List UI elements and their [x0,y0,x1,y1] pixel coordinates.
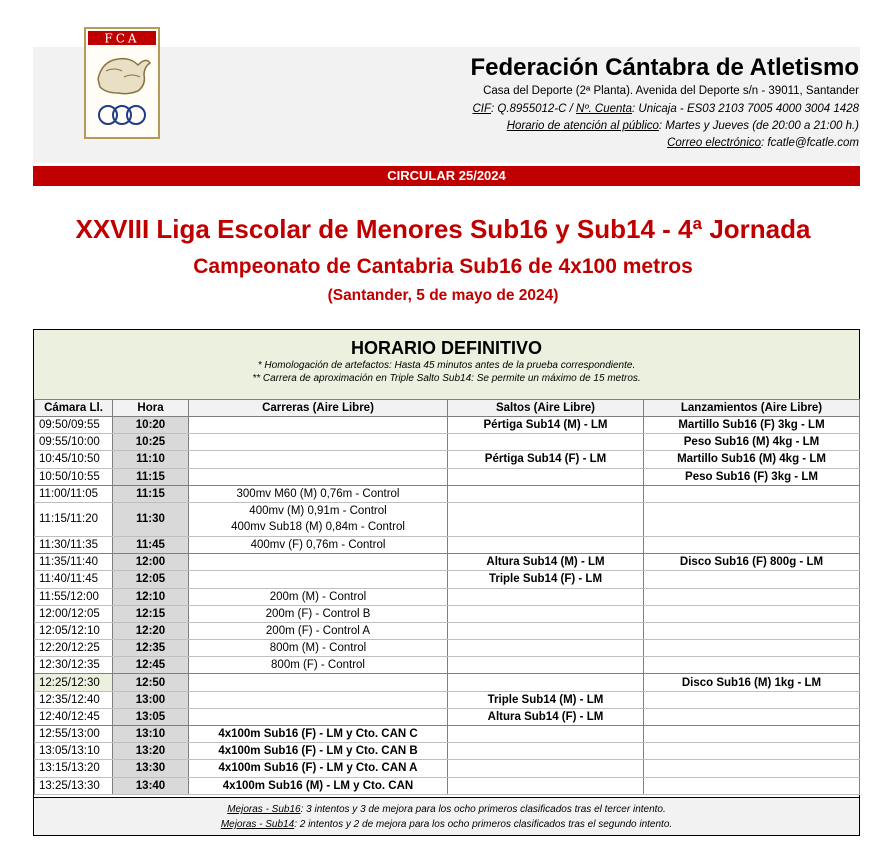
cell-carreras [189,468,448,485]
cell-carreras [189,451,448,468]
cell-saltos [448,726,644,743]
cell-camara: 12:25/12:30 [35,674,113,691]
cell-lanzamientos [644,588,860,605]
cell-lanzamientos [644,571,860,588]
cell-lanzamientos: Disco Sub16 (F) 800g - LM [644,554,860,571]
cell-carreras: 200m (M) - Control [189,588,448,605]
cell-carreras: 4x100m Sub16 (M) - LM y Cto. CAN [189,777,448,794]
cell-lanzamientos: Martillo Sub16 (M) 4kg - LM [644,451,860,468]
cell-camara: 11:00/11:05 [35,485,113,502]
cell-lanzamientos: Peso Sub16 (M) 4kg - LM [644,434,860,451]
foot2-text: : 2 intentos y 2 de mejora para los ocho primeros clasificados tras el segundo intento. [294,819,673,830]
cell-hora: 12:45 [113,657,189,674]
cell-camara: 13:05/13:10 [35,743,113,760]
cell-hora: 11:45 [113,536,189,553]
schedule-note-1: * Homologación de artefactos: Hasta 45 minutos antes de la prueba correspondiente. [257,360,636,371]
cell-hora: 13:10 [113,726,189,743]
cell-hora: 12:00 [113,554,189,571]
cell-camara: 09:55/10:00 [35,434,113,451]
account-label: Nº. Cuenta [576,103,632,115]
cell-lanzamientos [644,536,860,553]
cell-carreras: 800m (M) - Control [189,640,448,657]
cell-carreras [189,434,448,451]
email-label: Correo electrónico [667,137,762,149]
cell-lanzamientos [644,726,860,743]
cell-hora: 11:30 [113,502,189,536]
cell-hora: 13:40 [113,777,189,794]
cell-lanzamientos [644,640,860,657]
foot1-text: : 3 intentos y 3 de mejora para los ocho primeros clasificados tras el tercer intento. [300,804,666,815]
cell-carreras: 800m (F) - Control [189,657,448,674]
cell-camara: 09:50/09:55 [35,417,113,434]
cell-hora: 13:20 [113,743,189,760]
cell-lanzamientos [644,691,860,708]
cell-carreras-line: 400mv (M) 0,91m - Control [249,505,387,518]
cell-carreras [189,571,448,588]
cell-camara: 11:40/11:45 [35,571,113,588]
table-row [35,691,860,708]
cell-hora: 13:00 [113,691,189,708]
cell-carreras: 200m (F) - Control A [189,622,448,639]
table-row [35,554,860,571]
cell-lanzamientos [644,485,860,502]
schedule-title: HORARIO DEFINITIVO [350,338,542,358]
table-row [35,708,860,725]
table-row [35,434,860,451]
hours-label: Horario de atención al público [506,120,659,132]
cell-saltos [448,434,644,451]
cell-saltos [448,502,644,536]
cell-hora: 12:35 [113,640,189,657]
footer-line-sub16 [34,802,859,817]
cell-saltos [448,588,644,605]
circular-number: CIRCULAR 25/2024 [33,166,860,186]
cell-hora: 10:25 [113,434,189,451]
col-hora: Hora [113,400,189,417]
col-lanzamientos: Lanzamientos (Aire Libre) [644,400,860,417]
cell-hora: 10:20 [113,417,189,434]
cell-carreras: 4x100m Sub16 (F) - LM y Cto. CAN C [189,726,448,743]
org-name: Federación Cántabra de Atletismo [470,54,859,81]
cell-carreras [189,417,448,434]
cell-lanzamientos [644,708,860,725]
cell-carreras [189,691,448,708]
cell-hora: 13:05 [113,708,189,725]
cell-hora: 11:10 [113,451,189,468]
cell-saltos [448,605,644,622]
foot2-label: Mejoras - Sub14 [220,819,295,830]
cell-lanzamientos [644,760,860,777]
cell-carreras: 400mv (F) 0,76m - Control [189,536,448,553]
event-place-date: (Santander, 5 de mayo de 2024) [327,287,559,304]
table-row [35,536,860,553]
cell-carreras [189,502,448,536]
col-carreras: Carreras (Aire Libre) [189,400,448,417]
cell-saltos [448,743,644,760]
cell-carreras: 4x100m Sub16 (F) - LM y Cto. CAN B [189,743,448,760]
cell-lanzamientos [644,743,860,760]
table-row [35,502,860,536]
account-value: : Unicaja - ES03 2103 7005 4000 3004 1428 [632,103,859,115]
cell-saltos: Triple Sub14 (M) - LM [448,691,644,708]
cell-lanzamientos [644,622,860,639]
table-row [35,640,860,657]
email-value[interactable]: : fcatle@fcatle.com [761,137,859,149]
cell-carreras [189,708,448,725]
cell-carreras: 200m (F) - Control B [189,605,448,622]
cell-camara: 12:20/12:25 [35,640,113,657]
cell-camara: 13:15/13:20 [35,760,113,777]
table-row [35,743,860,760]
table-row [35,674,860,691]
org-address: Casa del Deporte (2ª Planta). Avenida del Deporte s/n - 39011, Santander [483,85,859,97]
cell-saltos [448,468,644,485]
table-header-row [35,400,860,417]
cell-saltos: Altura Sub14 (F) - LM [448,708,644,725]
cell-lanzamientos: Peso Sub16 (F) 3kg - LM [644,468,860,485]
schedule-body [35,417,860,795]
cell-saltos [448,657,644,674]
schedule-box [33,329,860,836]
cell-camara: 11:15/11:20 [35,502,113,536]
table-row [35,571,860,588]
schedule-table [34,399,860,795]
cell-camara: 12:55/13:00 [35,726,113,743]
col-saltos: Saltos (Aire Libre) [448,400,644,417]
cell-camara: 12:40/12:45 [35,708,113,725]
hours-value: : Martes y Jueves (de 20:00 a 21:00 h.) [658,120,859,132]
cell-camara: 11:55/12:00 [35,588,113,605]
cell-lanzamientos [644,502,860,536]
table-row [35,485,860,502]
cell-hora: 12:15 [113,605,189,622]
cell-saltos [448,622,644,639]
sub-title: Campeonato de Cantabria Sub16 de 4x100 metros [193,255,693,278]
cell-camara: 10:50/10:55 [35,468,113,485]
fca-logo-icon [84,27,160,139]
cell-hora: 12:50 [113,674,189,691]
table-row [35,451,860,468]
schedule-footer [34,797,859,835]
schedule-header [34,330,859,399]
cell-carreras [189,554,448,571]
table-row [35,417,860,434]
cell-saltos [448,674,644,691]
cell-saltos [448,640,644,657]
cell-lanzamientos [644,777,860,794]
table-row [35,588,860,605]
cell-saltos: Pértiga Sub14 (M) - LM [448,417,644,434]
cell-carreras [189,674,448,691]
cell-lanzamientos [644,605,860,622]
cell-lanzamientos: Disco Sub16 (M) 1kg - LM [644,674,860,691]
cell-hora: 11:15 [113,468,189,485]
cell-carreras: 4x100m Sub16 (F) - LM y Cto. CAN A [189,760,448,777]
cell-camara: 11:35/11:40 [35,554,113,571]
cell-camara: 13:25/13:30 [35,777,113,794]
cell-saltos [448,760,644,777]
cell-camara: 12:35/12:40 [35,691,113,708]
cell-hora: 11:15 [113,485,189,502]
cell-hora: 12:05 [113,571,189,588]
main-title: XXVIII Liga Escolar de Menores Sub16 y Sub14 - 4ª Jornada [75,214,811,244]
cell-hora: 12:10 [113,588,189,605]
cell-camara: 12:00/12:05 [35,605,113,622]
cell-camara: 11:30/11:35 [35,536,113,553]
cell-hora: 13:30 [113,760,189,777]
cell-saltos [448,485,644,502]
footer-line-sub14 [34,817,859,832]
cell-saltos [448,536,644,553]
table-row [35,777,860,794]
cif-label: CIF [472,103,491,115]
cell-lanzamientos [644,657,860,674]
org-email-line [667,137,859,149]
cell-saltos: Triple Sub14 (F) - LM [448,571,644,588]
cell-lanzamientos: Martillo Sub16 (F) 3kg - LM [644,417,860,434]
table-row [35,657,860,674]
table-row [35,468,860,485]
table-row [35,622,860,639]
cell-carreras-line: 400mv Sub18 (M) 0,84m - Control [231,521,405,534]
cell-hora: 12:20 [113,622,189,639]
cell-saltos: Pértiga Sub14 (F) - LM [448,451,644,468]
cell-saltos: Altura Sub14 (M) - LM [448,554,644,571]
cell-camara: 12:30/12:35 [35,657,113,674]
org-cif-line [472,103,859,115]
logo-text: FCA [104,31,140,46]
cif-value: : Q.8955012-C / [490,103,577,115]
cell-carreras: 300mv M60 (M) 0,76m - Control [189,485,448,502]
table-row [35,760,860,777]
foot1-label: Mejoras - Sub16 [227,804,301,815]
cell-saltos [448,777,644,794]
col-camara: Cámara Ll. [35,400,113,417]
org-hours-line [507,120,859,132]
cell-camara: 10:45/10:50 [35,451,113,468]
table-row [35,726,860,743]
cell-camara: 12:05/12:10 [35,622,113,639]
table-row [35,605,860,622]
schedule-note-2: ** Carrera de aproximación en Triple Salto Sub14: Se permite un máximo de 15 metros. [252,373,641,384]
